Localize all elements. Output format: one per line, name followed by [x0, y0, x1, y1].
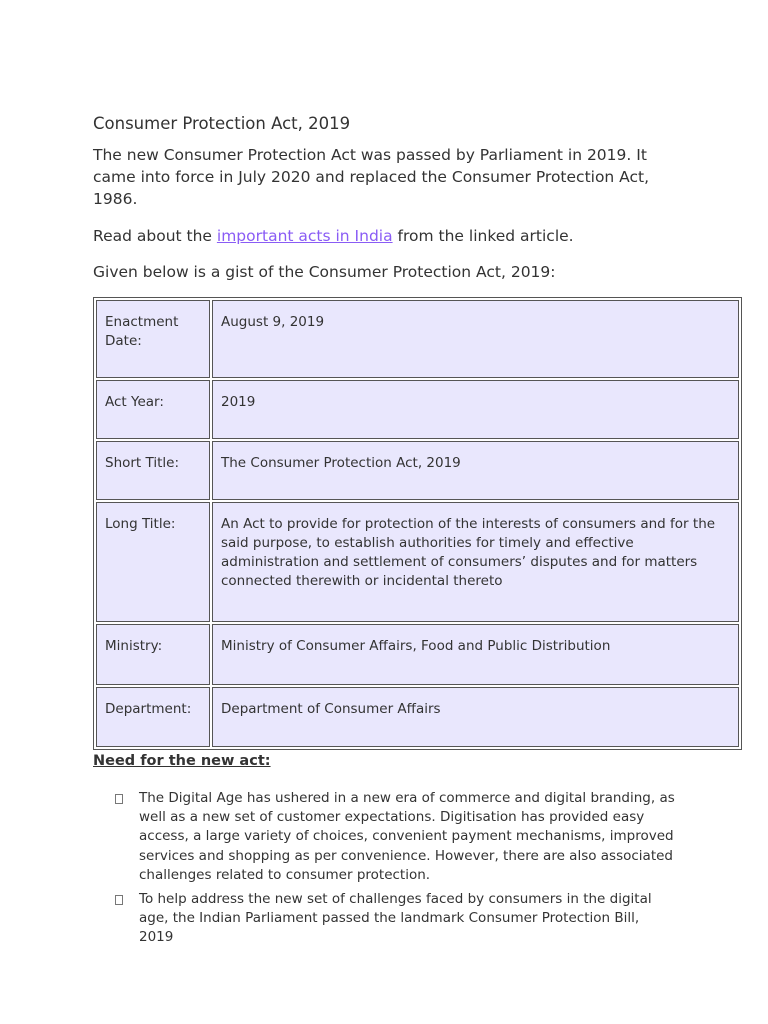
table-value-cell: The Consumer Protection Act, 2019	[212, 441, 739, 500]
read-about-prefix: Read about the	[93, 227, 217, 245]
table-label-cell: Short Title:	[96, 441, 210, 500]
bullet-box-icon	[115, 895, 123, 905]
important-acts-link[interactable]: important acts in India	[216, 227, 393, 245]
table-row	[96, 687, 739, 747]
table-value-cell: An Act to provide for protection of the interests of consumers and for the said purpose, to establish authorities for timely and effective administration and settlement of consumers’ disputes and for matters connected therewith or incidental thereto	[212, 502, 739, 622]
read-about-paragraph	[93, 225, 673, 247]
list-item	[115, 789, 675, 885]
table-label-cell: Long Title:	[96, 502, 210, 622]
bullet-box-icon	[115, 794, 123, 804]
table-label-cell: Ministry:	[96, 624, 210, 685]
page-title: Consumer Protection Act, 2019	[93, 114, 351, 133]
table-row	[96, 441, 739, 500]
list-item-text: To help address the new set of challenges faced by consumers in the digital age, the Indian Parliament passed the landmark Consumer Protection Bill, 2019	[139, 891, 652, 946]
table-label-cell: Department:	[96, 687, 210, 747]
gist-intro-paragraph: Given below is a gist of the Consumer Protection Act, 2019:	[93, 263, 556, 281]
need-section-heading: Need for the new act:	[93, 753, 271, 769]
need-bullet-list	[115, 789, 675, 953]
table-row	[96, 502, 739, 622]
table-label-cell: Enactment Date:	[96, 300, 210, 378]
table-value-cell: Department of Consumer Affairs	[212, 687, 739, 747]
intro-paragraph: The new Consumer Protection Act was passed by Parliament in 2019. It came into force in July 2020 and replaced the Consumer Protection Act, 1986.	[93, 146, 650, 208]
table-row	[96, 300, 739, 378]
read-about-suffix: from the linked article.	[392, 227, 574, 245]
table-label-cell: Act Year:	[96, 380, 210, 439]
act-gist-table	[93, 297, 742, 750]
table-value-cell: August 9, 2019	[212, 300, 739, 378]
list-item-text: The Digital Age has ushered in a new era of commerce and digital branding, as well as a new set of customer expectations. Digitisation has provided easy access, a large variety of choices, convenient payment mechanisms, improved services and shopping as per convenience. However, there are also associated challenges related to consumer protection.	[139, 790, 675, 883]
table-row	[96, 624, 739, 685]
list-item	[115, 890, 675, 948]
table-row	[96, 380, 739, 439]
table-value-cell: Ministry of Consumer Affairs, Food and Public Distribution	[212, 624, 739, 685]
table-value-cell: 2019	[212, 380, 739, 439]
